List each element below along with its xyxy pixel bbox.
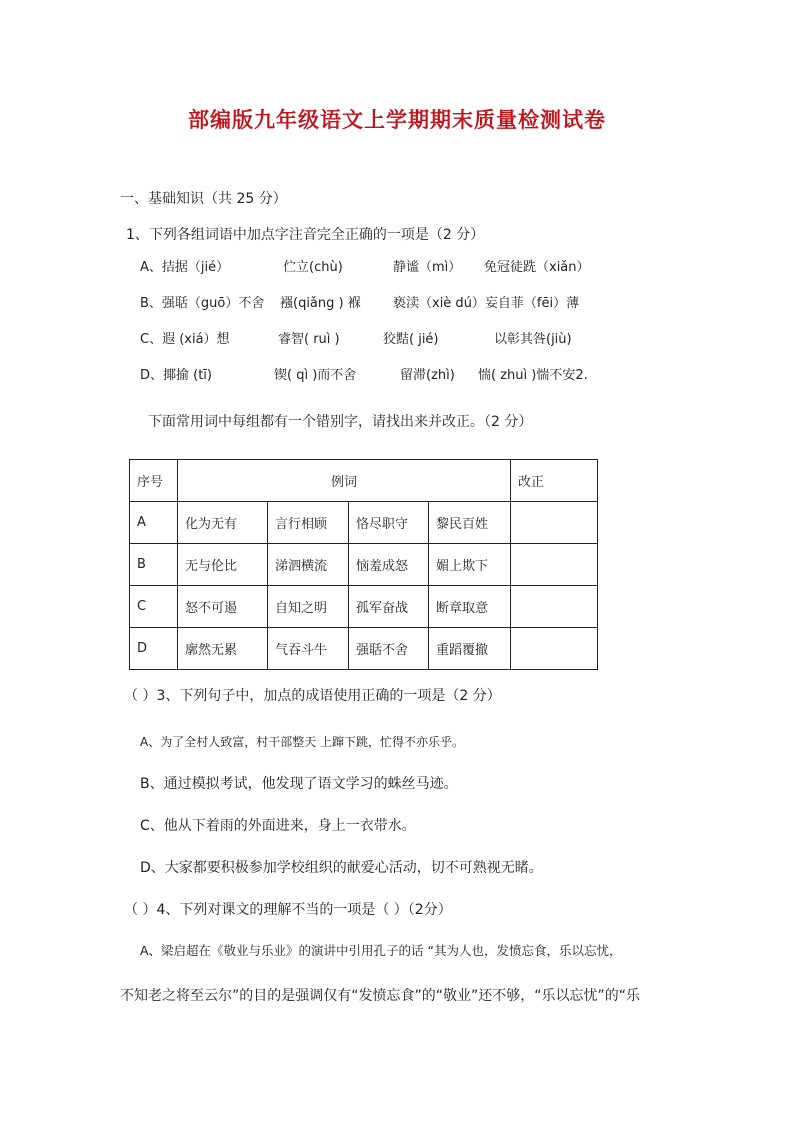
question-1-stem: 1、下列各组词语中加点字注音完全正确的一项是（2 分） <box>126 227 485 243</box>
q3-option-b: B、通过模拟考试，他发现了语文学习的蛛丝马迹。 <box>140 776 458 792</box>
q3-option-d: D、大家都要积极参加学校组织的献爱心活动，切不可熟视无睹。 <box>140 860 543 876</box>
word-cell: 断章取意 <box>429 586 511 628</box>
word-cell: 黎民百姓 <box>429 502 511 544</box>
header-cell-number: 序号 <box>130 460 178 502</box>
option-c-part-3: 狡黠( jié) <box>383 332 439 347</box>
correction-table <box>129 459 598 670</box>
question-4-stem: （ ）4、下列对课文的理解不当的一项是（ ）（2分） <box>124 902 452 918</box>
correction-cell[interactable] <box>511 544 598 586</box>
word-cell: 孤军奋战 <box>349 586 429 628</box>
row-label: B <box>130 544 178 586</box>
option-c-part-2: 睿智( ruì ) <box>278 332 340 347</box>
word-cell: 恼羞成怒 <box>349 544 429 586</box>
word-cell: 化为无有 <box>178 502 268 544</box>
option-d-part-4: 惴( zhuì )惴不安2. <box>478 368 588 383</box>
option-a-part-3: 静谧（mì） <box>393 260 462 275</box>
q3-option-c: C、他从下着雨的外面进来，身上一衣带水。 <box>140 818 416 834</box>
option-a-part-4: 免冠徒跣（xiǎn） <box>484 260 590 275</box>
word-cell: 怒不可遏 <box>178 586 268 628</box>
question-2-stem: 下面常用词中每组都有一个错别字，请找出来并改正。（2 分） <box>148 414 533 430</box>
option-a-part-2: 伫立(chù) <box>283 260 343 275</box>
word-cell: 媚上欺下 <box>429 544 511 586</box>
correction-cell[interactable] <box>511 628 598 670</box>
q4-option-a-line-1: A、梁启超在《敬业与乐业》的演讲中引用孔子的话 “其为人也，发愤忘食，乐以忘忧， <box>140 943 622 958</box>
correction-cell[interactable] <box>511 502 598 544</box>
row-label: C <box>130 586 178 628</box>
q4-option-a-line-2: 不知老之将至云尔”的目的是强调仅有“发愤忘食”的“敬业”还不够，“乐以忘忧”的“乐 <box>120 988 641 1004</box>
word-cell: 言行相顾 <box>268 502 349 544</box>
word-cell: 气吞斗牛 <box>268 628 349 670</box>
page-title: 部编版九年级语文上学期期末质量检测试卷 <box>188 107 606 132</box>
option-a-part-1: A、拮据（jié） <box>140 260 230 275</box>
option-c-part-4: 以彰其咎(jiù) <box>494 332 572 347</box>
option-c-part-1: C、遐 (xiá）想 <box>140 332 230 347</box>
row-label: D <box>130 628 178 670</box>
q3-option-a: A、为了全村人致富，村干部整天 上蹿下跳，忙得不亦乐乎。 <box>140 735 465 749</box>
word-cell: 自知之明 <box>268 586 349 628</box>
section-heading: 一、基础知识（共 25 分） <box>120 191 287 207</box>
word-cell: 涕泗横流 <box>268 544 349 586</box>
option-d-part-1: D、揶揄 (tī) <box>140 368 212 383</box>
row-label: A <box>130 502 178 544</box>
header-cell-correction: 改正 <box>511 460 598 502</box>
word-cell: 强聒不舍 <box>349 628 429 670</box>
table-header-row <box>130 460 598 502</box>
option-b-part-2: 襁(qiǎng ) 褓 <box>280 296 361 311</box>
option-d-part-2: 锲( qì )而不舍 <box>274 368 357 383</box>
option-b-part-1: B、强聒（guō）不舍 <box>140 296 265 311</box>
word-cell: 无与伦比 <box>178 544 268 586</box>
question-3-stem: （ ）3、下列句子中，加点的成语使用正确的一项是（2 分） <box>124 688 501 704</box>
header-cell-words: 例词 <box>178 460 511 502</box>
table-row <box>130 586 598 628</box>
table-row <box>130 544 598 586</box>
table-row <box>130 502 598 544</box>
word-cell: 重蹈覆撤 <box>429 628 511 670</box>
word-cell: 廓然无累 <box>178 628 268 670</box>
word-cell: 恪尽职守 <box>349 502 429 544</box>
table-row <box>130 628 598 670</box>
option-d-part-3: 留滞(zhì) <box>400 368 455 383</box>
correction-cell[interactable] <box>511 586 598 628</box>
option-b-part-3: 亵渎（xiè dú）妄自菲（fēi）薄 <box>393 296 580 311</box>
